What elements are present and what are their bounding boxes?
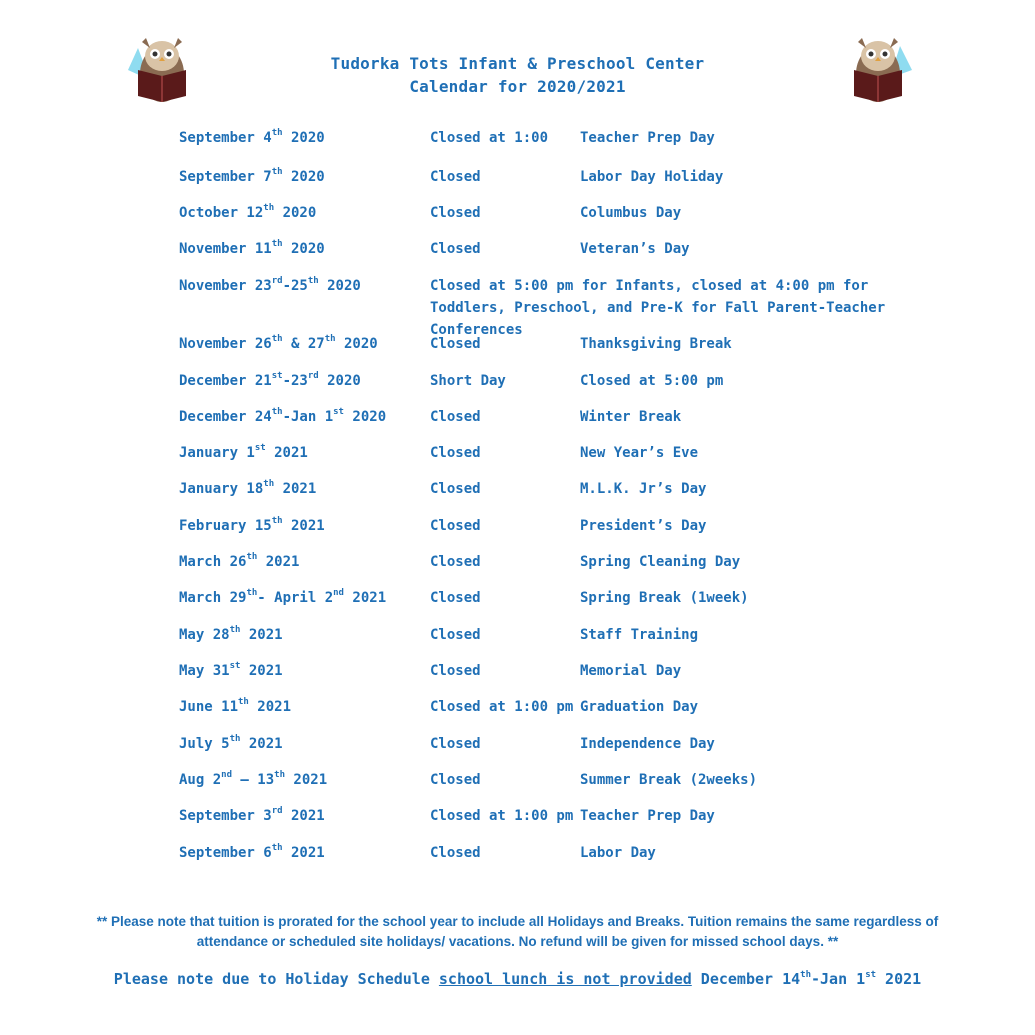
calendar-reason: Graduation Day: [580, 699, 699, 715]
calendar-reason: Memorial Day: [580, 663, 682, 679]
calendar-status: Closed at 1:00 pm: [430, 699, 574, 715]
lunch-note-suffix: December 14th-Jan 1st 2021: [691, 970, 922, 988]
calendar-reason: Closed at 5:00 pm: [580, 373, 724, 389]
calendar-status: Closed: [430, 336, 481, 352]
calendar-status: Closed: [430, 772, 481, 788]
calendar-date: January 18th 2021: [179, 479, 317, 497]
calendar-date: September 7th 2020: [179, 167, 325, 185]
calendar-reason: President’s Day: [580, 518, 707, 534]
calendar-date: December 21st-23rd 2020: [179, 371, 361, 389]
lunch-note: [0, 970, 1035, 988]
calendar-status: Closed: [430, 481, 481, 497]
calendar-date: September 3rd 2021: [179, 806, 325, 824]
calendar-status: Closed at 1:00: [430, 130, 549, 146]
calendar-status: Closed: [430, 554, 481, 570]
calendar-status: Closed: [430, 845, 481, 861]
calendar-date: February 15th 2021: [179, 516, 325, 534]
calendar-reason: Thanksgiving Break: [580, 336, 732, 352]
calendar-reason: Labor Day Holiday: [580, 169, 724, 185]
calendar-date: November 23rd-25th 2020: [179, 276, 361, 294]
calendar-status: Closed: [430, 241, 481, 257]
lunch-note-prefix: Please note due to Holiday Schedule: [113, 970, 439, 988]
calendar-reason: Columbus Day: [580, 205, 682, 221]
calendar-date: Aug 2nd – 13th 2021: [179, 770, 328, 788]
calendar-status: Closed: [430, 736, 481, 752]
calendar-date: September 6th 2021: [179, 843, 325, 861]
calendar-status: Short Day: [430, 373, 506, 389]
calendar-reason: Independence Day: [580, 736, 715, 752]
calendar-reason: New Year’s Eve: [580, 445, 699, 461]
calendar-status: Closed: [430, 409, 481, 425]
calendar-reason: Winter Break: [580, 409, 682, 425]
calendar-status: Closed: [430, 445, 481, 461]
calendar-status: Closed: [430, 518, 481, 534]
calendar-status: Closed: [430, 169, 481, 185]
calendar-reason: M.L.K. Jr’s Day: [580, 481, 707, 497]
calendar-reason: Spring Break (1week): [580, 590, 749, 606]
tuition-note: ** Please note that tuition is prorated for the school year to include all Holidays and Breaks. Tuition remains the same regardless of attendance or scheduled site holidays/ vacations. No refund will be given for missed school days. **: [96, 914, 939, 949]
calendar-status: Closed at 5:00 pm for Infants, closed at 4:00 pm for Toddlers, Preschool, and Pre-K for Fall Parent-Teacher Conferences: [430, 278, 886, 338]
lunch-note-underlined: school lunch is not provided: [438, 970, 692, 988]
calendar-reason: Teacher Prep Day: [580, 130, 715, 146]
calendar-date: September 4th 2020: [179, 128, 325, 146]
calendar-reason: Veteran’s Day: [580, 241, 690, 257]
calendar-status: Closed: [430, 205, 481, 221]
calendar-date: May 31st 2021: [179, 661, 283, 679]
calendar-date: March 29th- April 2nd 2021: [179, 588, 387, 606]
calendar-status: Closed at 1:00 pm: [430, 808, 574, 824]
page-title: Tudorka Tots Infant & Preschool Center: [330, 54, 705, 73]
calendar-reason: Spring Cleaning Day: [580, 554, 741, 570]
calendar-reason: Teacher Prep Day: [580, 808, 715, 824]
calendar-date: June 11th 2021: [179, 697, 292, 715]
page-subtitle: Calendar for 2020/2021: [409, 77, 626, 96]
calendar-reason: Summer Break (2weeks): [580, 772, 758, 788]
calendar-date: May 28th 2021: [179, 625, 283, 643]
calendar-status: Closed: [430, 627, 481, 643]
calendar-date: December 24th-Jan 1st 2020: [179, 407, 387, 425]
calendar-date: July 5th 2021: [179, 734, 283, 752]
calendar-reason: Staff Training: [580, 627, 699, 643]
calendar-reason: Labor Day: [580, 845, 656, 861]
calendar-status: Closed: [430, 590, 481, 606]
calendar-date: November 11th 2020: [179, 239, 325, 257]
calendar-date: October 12th 2020: [179, 203, 317, 221]
calendar-date: November 26th & 27th 2020: [179, 334, 378, 352]
calendar-date: March 26th 2021: [179, 552, 300, 570]
calendar-date: January 1st 2021: [179, 443, 308, 461]
calendar-status: Closed: [430, 663, 481, 679]
